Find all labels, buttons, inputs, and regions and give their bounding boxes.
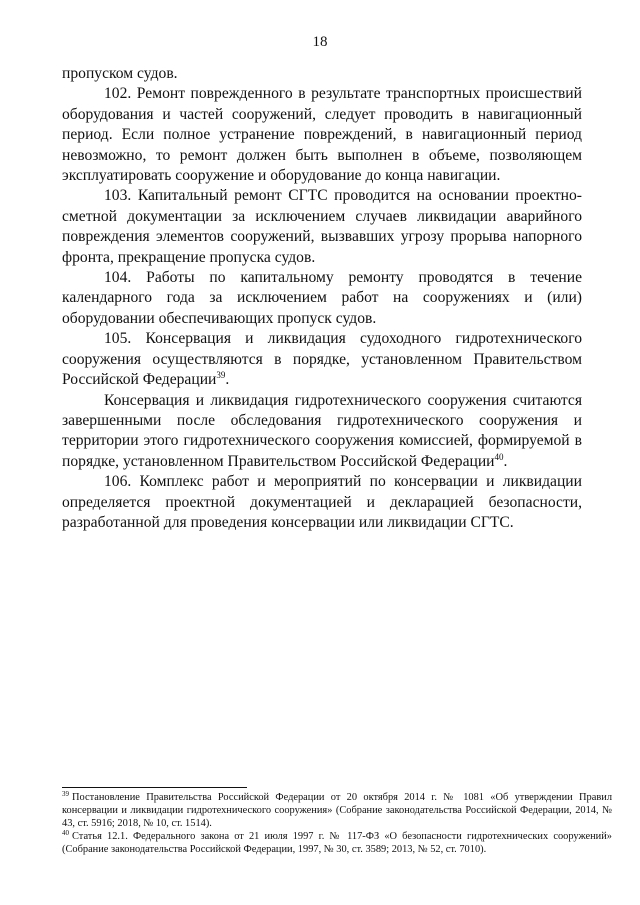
footnote-39 bbox=[62, 791, 612, 830]
paragraph-continuation bbox=[62, 64, 582, 84]
paragraph-102 bbox=[62, 84, 582, 186]
paragraph-106 bbox=[62, 472, 582, 533]
footnote-40 bbox=[62, 830, 612, 856]
document-body bbox=[62, 64, 582, 533]
paragraph-text: 102. Ремонт поврежденного в результате транспортных происшествий оборудования и частей сооружений, следует проводить в навигационный период. Если полное устранение повреждений, в навигационный период невозможно, то ремонт должен быть выполнен в объеме, позволяющем эксплуатировать сооружение и оборудование до конца навигации. bbox=[62, 85, 582, 185]
footnote-separator bbox=[62, 787, 247, 788]
paragraph-text: 106. Комплекс работ и мероприятий по консервации и ликвидации определяется проектной документацией и декларацией безопасности, разработанной для проведения консервации или ликвидации СГТС. bbox=[62, 473, 582, 531]
paragraph-text: пропуском судов. bbox=[62, 65, 178, 82]
paragraph-text: 103. Капитальный ремонт СГТС проводится на основании проектно-сметной документации за исключением случаев ликвидации аварийного повреждения элементов сооружений, вызвавших угрозу прорыва напорного фронта, прекращение пропуска судов. bbox=[62, 187, 582, 266]
paragraph-tail: . bbox=[503, 452, 508, 470]
paragraph-text: 104. Работы по капитальному ремонту проводятся в течение календарного года за исключением работ на сооружениях и (или) оборудовании обеспечивающих пропуск судов. bbox=[62, 269, 582, 327]
paragraph-text: Консервация и ликвидация гидротехнического сооружения считаются завершенными после обследования гидротехнического сооружения и территории этого гидротехнического сооружения комиссией, формируемой в порядке, установленном Правительством Российской Федерации bbox=[62, 391, 582, 470]
paragraph-105 bbox=[62, 329, 582, 390]
footnote-reference-40[interactable]: 40 bbox=[494, 451, 504, 462]
paragraph-text: 105. Консервация и ликвидация судоходного гидротехнического сооружения осуществляются в порядке, установленном Правительством Российской Федерации bbox=[62, 330, 582, 389]
page-number: 18 bbox=[312, 34, 328, 50]
footnote-text: Статья 12.1. Федерального закона от 21 июля 1997 г. № 117-ФЗ «О безопасности гидротехнических сооружений» (Собрание законодательства Российской Федерации, 1997, № 30, ст. 3589; 2013, № 52, ст. 7010). bbox=[62, 831, 612, 855]
footnote-mark: 39 bbox=[62, 789, 69, 798]
paragraph-tail: . bbox=[225, 371, 230, 389]
footnotes bbox=[62, 791, 612, 856]
paragraph-105-continued bbox=[62, 391, 582, 473]
footnote-text: Постановление Правительства Российской Федерации от 20 октября 2014 г. № 1081 «Об утверждении Правил консервации и ликвидации гидротехнического сооружения» (Собрание законодательства Российской Федерации, 2014, № 43, ст. 5916; 2018, № 10, ст. 1514). bbox=[62, 792, 612, 829]
footnote-reference-39[interactable]: 39 bbox=[216, 369, 226, 380]
footnote-mark: 40 bbox=[62, 828, 69, 837]
paragraph-103 bbox=[62, 186, 582, 268]
paragraph-104 bbox=[62, 268, 582, 329]
